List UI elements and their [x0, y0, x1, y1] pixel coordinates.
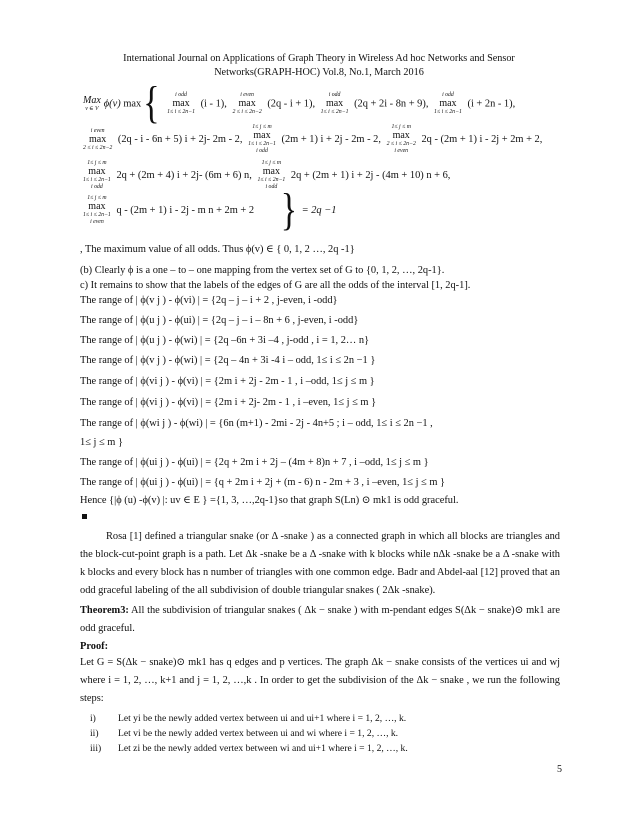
max-op-r3a: 1≤ j ≤ m max 1≤ i ≤ 2n−1 i odd [83, 160, 111, 190]
theorem-label: Theorem3: [80, 605, 129, 616]
right-brace: } [280, 184, 298, 235]
page-number: 5 [557, 764, 562, 775]
step-1-number: i) [90, 713, 96, 724]
range-line-3: The range of | ϕ(u j ) - ϕ(wi) | = {2q –6n + 3i –4 , j-odd , i = 1, 2… n} [80, 335, 370, 346]
equation-result: = 2q −1 [301, 204, 337, 216]
hence-line: Hence {|ϕ (u) -ϕ(v) |: uv ∈ E } ={1, 3, …,2q-1}so that graph S(Ln) ⊙ mk1 is odd graceful. [80, 495, 459, 506]
range-line-2: The range of | ϕ(u j ) - ϕ(ui) | = {2q – j – i – 8n + 6 , j-even, i -odd} [80, 315, 359, 326]
term-r2b: (2m + 1) i + 2j - 2m - 2, [281, 133, 381, 145]
range-line-5: The range of | ϕ(vi j ) - ϕ(vi) | = {2m i + 2j - 2m - 1 , i –odd, 1≤ j ≤ m } [80, 376, 375, 387]
max-op-r2c: 1≤ j ≤ m max 2 ≤ i ≤ 2n−2 i even [386, 124, 416, 154]
phi-v: ϕ(v) [103, 98, 121, 110]
term-r2a: (2q - i - 6n + 5) i + 2j- 2m - 2, [117, 133, 243, 145]
term-c4: (i + 2n - 1), [467, 98, 516, 110]
journal-header [60, 52, 578, 80]
range-line-4: The range of | ϕ(v j ) - ϕ(wi) | = {2q – 4n + 3i -4 i – odd, 1≤ i ≤ 2n −1 } [80, 355, 376, 366]
theorem-statement: All the subdivision of triangular snakes ( Δk − snake ) with m-pendant edges S(Δk − snake)⊙ mk1 are odd graceful. [80, 605, 560, 634]
equation-row-3 [80, 160, 450, 191]
step-2-number: ii) [90, 728, 99, 739]
max-op-r3b: 1≤ j ≤ m max 1≤ i ≤ 2n−1 i odd [257, 160, 286, 190]
header-line-1: International Journal on Applications of Graph Theory in Wireless Ad hoc Networks and Sensor [123, 53, 515, 64]
step-3: Let zi be the newly added vertex between wi and ui+1 where i = 1, 2, …, k. [118, 743, 408, 754]
max-lead-operator: Max v ∈ V [83, 94, 101, 112]
statement-b: (b) Clearly ϕ is a one – to – one mapping from the vertex set of G to {0, 1, 2, …, 2q-1}. [80, 265, 445, 276]
equation-row-4 [80, 184, 337, 235]
term-r4: q - (2m + 1) i - 2j - m n + 2m + 2 [116, 204, 255, 216]
max-word: max [123, 98, 142, 110]
term-r3a: 2q + (2m + 4) i + 2j- (6m + 6) n, [116, 169, 252, 181]
term-r2c: 2q - (2m + 1) i - 2j + 2m + 2, [421, 133, 543, 145]
range-line-9: The range of | ϕ(ui j ) - ϕ(ui) | = {q + 2m i + 2j + (m - 6) n - 2m + 3 , i –even, 1≤ j ≤ m } [80, 477, 446, 488]
max-op-r2a: i even max 2 ≤ i ≤ 2n−2 [83, 127, 113, 151]
max-op-r4: 1≤ j ≤ m max 1≤ i ≤ 2n−1 i even [83, 195, 111, 225]
step-1: Let yi be the newly added vertex between ui and ui+1 where i = 1, 2, …, k. [118, 713, 407, 724]
max-op-c3: i odd max 1≤ i ≤ 2n−1 [320, 92, 349, 115]
max-op-c1: i odd max 1≤ i ≤ 2n−1 [167, 92, 195, 115]
statement-c: c) It remains to show that the labels of the edges of G are all the odds of the interval [1, 2q-1]. [80, 280, 471, 291]
let-paragraph: Let G = S(Δk − snake)⊙ mk1 has q edges and p vertices. The graph Δk − snake consists of the vertices ui and wj where i = 1, 2, …, k+1 and j = 1, 2, …,k . In order to get the subdivision of the Δk − snake , we run the following steps: [80, 657, 560, 704]
equation-row-2 [80, 124, 542, 155]
left-brace: { [143, 78, 160, 129]
term-c1: (i - 1), [200, 98, 227, 110]
proof-heading: Proof: [80, 641, 109, 652]
range-line-7: The range of | ϕ(wi j ) - ϕ(wi) | = {6n (m+1) - 2mi - 2j - 4n+5 ; i – odd, 1≤ i ≤ 2n −1 , [80, 418, 433, 429]
step-2: Let vi be the newly added vertex between ui and wi where i = 1, 2, …, k. [118, 728, 399, 739]
range-line-1: The range of | ϕ(v j ) - ϕ(vi) | = {2q – j – i + 2 , j-even, i -odd} [80, 295, 338, 306]
range-line-7-cont: 1≤ j ≤ m } [80, 437, 123, 448]
term-r3b: 2q + (2m + 1) i + 2j - (4m + 10) n + 6, [290, 169, 451, 181]
max-op-c4: i odd max 1≤ i ≤ 2n−1 [434, 92, 462, 115]
term-c3: (2q + 2i - 8n + 9), [354, 98, 429, 110]
rosa-paragraph: Rosa [1] defined a triangular snake (or Δ -snake ) as a connected graph in which all blocks are triangles and the block-cut-point graph is a path. Let Δk -snake be a Δ -snake with k blocks while nΔk -snake be a Δ -snake with k blocks and every block has n number of triangles with one common edge. Badr and Abdel-aal [12] proved that an odd graceful labeling of the all subdivision of double triangular snakes ( 2Δk -snake). [80, 531, 560, 596]
header-line-2: Networks(GRAPH-HOC) Vol.8, No.1, March 2016 [214, 67, 424, 78]
range-line-8: The range of | ϕ(ui j ) - ϕ(ui) | = {2q + 2m i + 2j – (4m + 8)n + 7 , i –odd, 1≤ j ≤ m } [80, 457, 429, 468]
max-op-c2: i even max 2 ≤ i ≤ 2n−2 [232, 92, 262, 115]
term-c2: (2q - i + 1), [267, 98, 316, 110]
max-op-r2b: 1≤ j ≤ m max 1≤ i ≤ 2n−1 i odd [248, 124, 276, 154]
step-3-number: iii) [90, 743, 102, 754]
theorem-3 [80, 602, 560, 638]
equation-row-1 [80, 78, 516, 129]
end-of-proof-mark [82, 514, 87, 519]
max-value-line: , The maximum value of all odds. Thus ϕ(v) ∈ { 0, 1, 2 …, 2q -1} [80, 244, 355, 255]
range-line-6: The range of | ϕ(vi j ) - ϕ(vi) | = {2m i + 2j- 2m - 1 , i –even, 1≤ j ≤ m } [80, 397, 377, 408]
